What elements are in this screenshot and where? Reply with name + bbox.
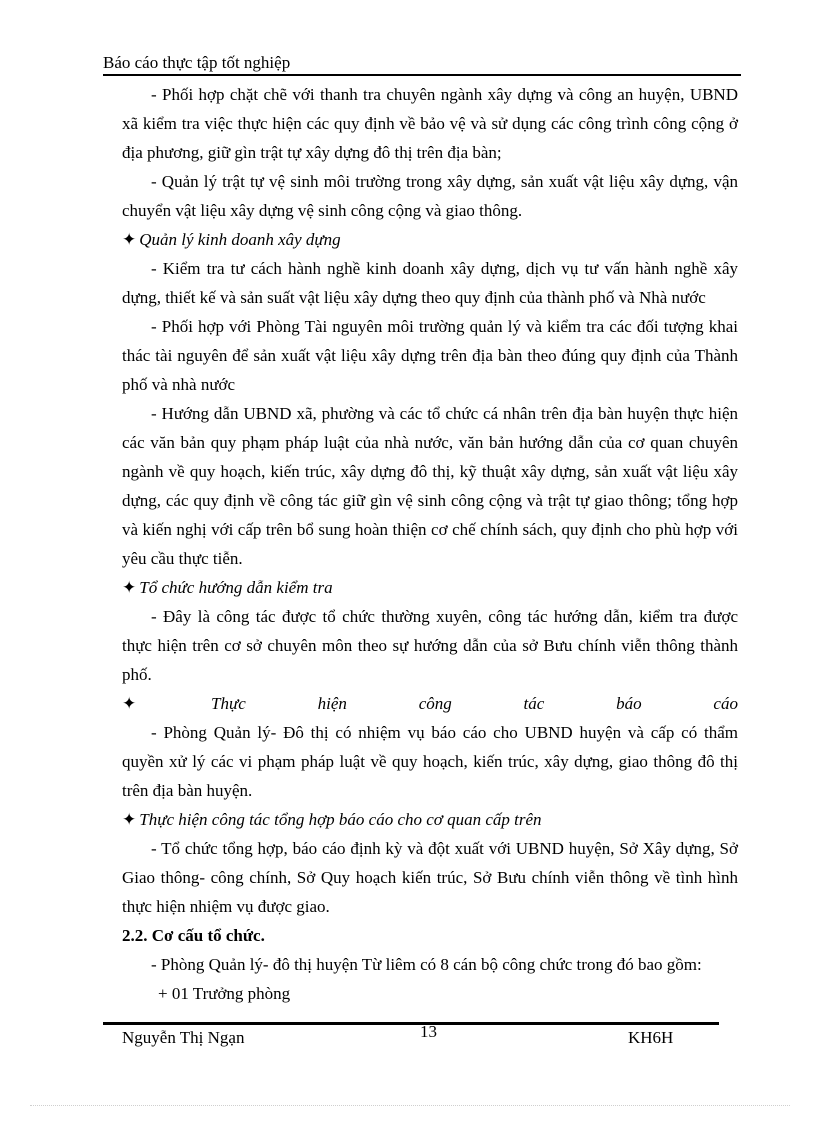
heading-business-management xyxy=(122,225,738,254)
running-header: Báo cáo thực tập tốt nghiệp xyxy=(103,53,291,72)
paragraph-2: - Quản lý trật tự vệ sinh môi trường trong xây dựng, sản xuất vật liệu xây dựng, vận chuyển vật liệu xây dựng vệ sinh công cộng và giao thông. xyxy=(122,172,738,220)
heading-inspection xyxy=(122,573,738,602)
page-number: 13 xyxy=(420,1022,437,1041)
paragraph-1: - Phối hợp chặt chẽ với thanh tra chuyên ngành xây dựng và công an huyện, UBND xã kiểm tra việc thực hiện các quy định về bảo vệ và sử dụng các công trình công cộng ở địa phương, giữ gìn trật tự xây dựng đô thị trên địa bàn; xyxy=(122,85,738,162)
heading-word: công xyxy=(418,694,452,713)
paragraph-6: - Đây là công tác được tổ chức thường xuyên, công tác hướng dẫn, kiểm tra được thực hiện trên cơ sở chuyên môn theo sự hướng dẫn của sở Bưu chính viễn thông thành phố. xyxy=(122,607,738,684)
star-bullet-icon: ✦ xyxy=(122,694,137,713)
heading-text: Tổ chức hướng dẫn kiểm tra xyxy=(139,578,333,597)
star-bullet-icon: ✦ xyxy=(122,578,137,597)
heading-word: Thực xyxy=(211,694,246,713)
footer-author: Nguyễn Thị Ngạn xyxy=(122,1028,245,1047)
paragraph-8: - Tổ chức tổng hợp, báo cáo định kỳ và đột xuất với UBND huyện, Sở Xây dựng, Sở Giao thông- công chính, Sở Quy hoạch kiến trúc, Sở Bưu chính viễn thông về tình hình thực hiện nhiệm vụ được giao. xyxy=(122,839,738,916)
paragraph-9: - Phòng Quản lý- đô thị huyện Từ liêm có 8 cán bộ công chức trong đó bao gồm: xyxy=(151,955,702,974)
heading-summary-report xyxy=(122,805,738,834)
document-body xyxy=(122,80,738,1008)
heading-word: báo xyxy=(616,694,642,713)
heading-text: Quản lý kinh doanh xây dựng xyxy=(139,230,341,249)
list-item: + 01 Trưởng phòng xyxy=(158,984,291,1003)
footer-class-code: KH6H xyxy=(628,1028,674,1047)
paragraph-3: - Kiểm tra tư cách hành nghề kinh doanh xây dựng, dịch vụ tư vấn hành nghề xây dựng, thiết kế và sản suất vật liệu xây dựng theo quy định của thành phố và Nhà nước xyxy=(122,259,738,307)
footer-rule xyxy=(103,1022,719,1025)
heading-word: tác xyxy=(523,694,545,713)
header-rule xyxy=(103,74,741,76)
paragraph-7: - Phòng Quản lý- Đô thị có nhiệm vụ báo cáo cho UBND huyện và cấp có thẩm quyền xử lý các vi phạm pháp luật về quy hoạch, kiến trúc, xây dựng, giao thông đô thị trên địa bàn huyện. xyxy=(122,723,738,800)
star-bullet-icon: ✦ xyxy=(122,810,137,829)
paragraph-5: - Hướng dẫn UBND xã, phường và các tổ chức cá nhân trên địa bàn huyện thực hiện các văn bản quy phạm pháp luật của nhà nước, văn bản hướng dẫn của cơ quan chuyên ngành về quy hoạch, kiến trúc, xây dựng đô thị, kỹ thuật xây dựng, sản xuất vật liệu xây dựng, các quy định về công tác giữ gìn vệ sinh công cộng và trật tự giao thông; tổng hợp và kiến nghị với cấp trên bổ sung hoàn thiện cơ chế chính sách, quy định cho phù hợp với yêu cầu thực tiễn. xyxy=(122,404,738,568)
section-heading: 2.2. Cơ cấu tổ chức. xyxy=(122,926,265,945)
heading-word: cáo xyxy=(713,694,738,713)
star-bullet-icon: ✦ xyxy=(122,230,137,249)
paragraph-4: - Phối hợp với Phòng Tài nguyên môi trường quản lý và kiểm tra các đối tượng khai thác tài nguyên để sản xuất vật liệu xây dựng trên địa bàn theo đúng quy định của Thành phố và nhà nước xyxy=(122,317,738,394)
page-edge-divider xyxy=(30,1105,790,1106)
heading-word: hiện xyxy=(317,694,347,713)
heading-reporting xyxy=(122,689,738,718)
heading-text: Thực hiện công tác tổng hợp báo cáo cho cơ quan cấp trên xyxy=(139,810,542,829)
